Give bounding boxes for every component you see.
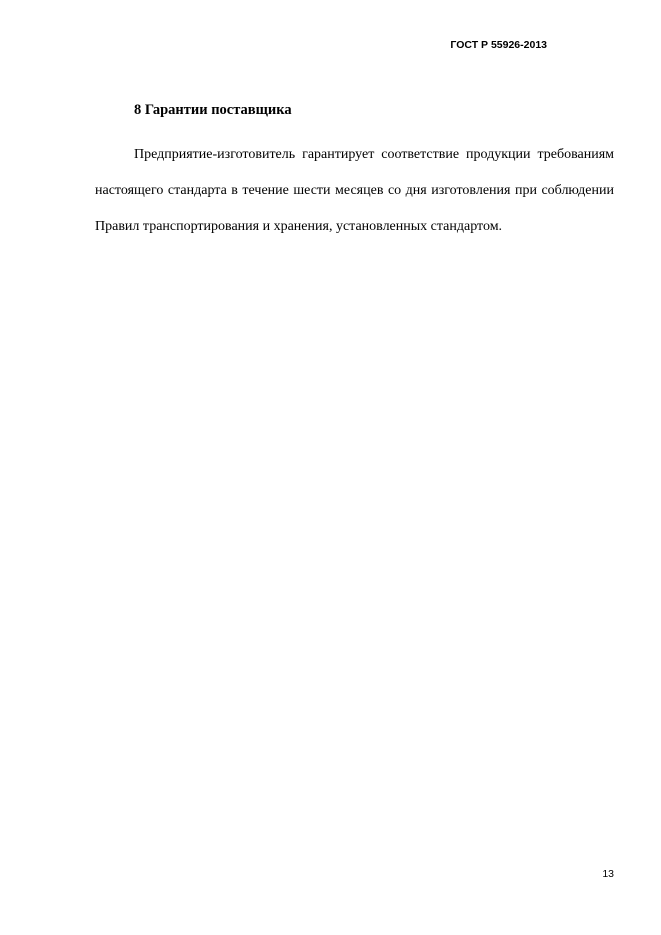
document-code-header: ГОСТ Р 55926-2013	[450, 39, 547, 51]
section-heading: 8 Гарантии поставщика	[134, 102, 292, 118]
page-number: 13	[602, 868, 614, 880]
section-paragraph: Предприятие-изготовитель гарантирует соответствие продукции требованиям настоящего стандарта в течение шести месяцев со дня изготовления при соблюдении Правил транспортирования и хранения, установленных стандартом.	[95, 147, 614, 234]
